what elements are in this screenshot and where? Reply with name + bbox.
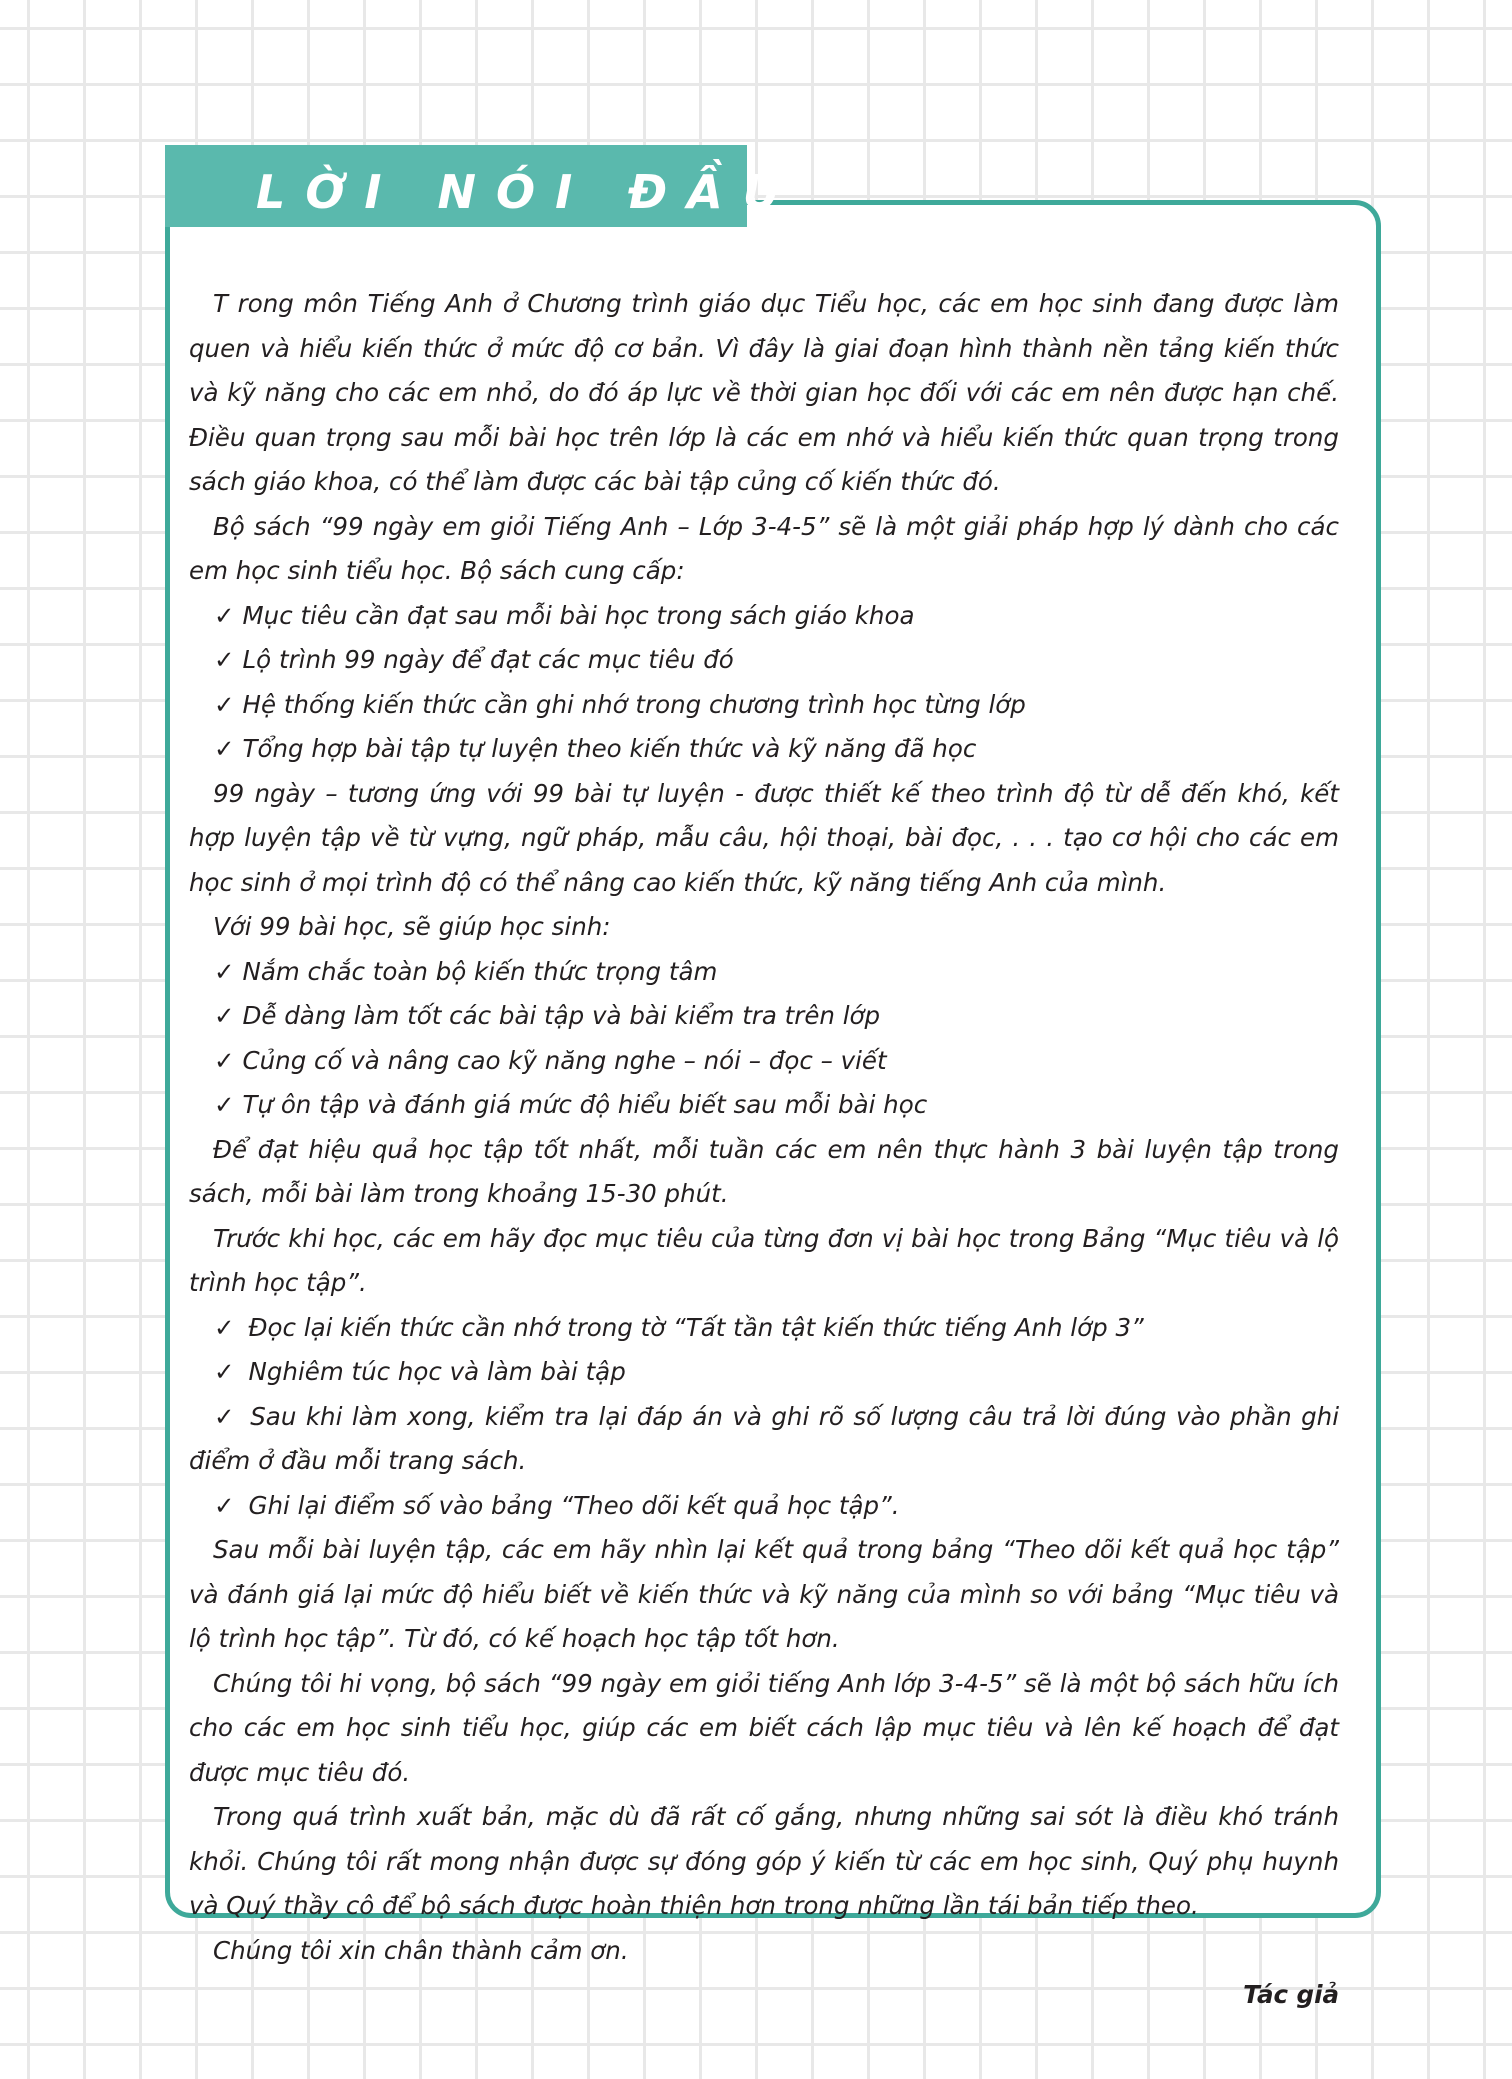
paragraph: Chúng tôi xin chân thành cảm ơn.	[213, 1935, 629, 1965]
check-icon: ✓	[214, 1001, 235, 1030]
list-item: ✓ Đọc lại kiến thức cần nhớ trong tờ “Tất tần tật kiến thức tiếng Anh lớp 3”	[214, 1312, 1144, 1342]
list-item: ✓ Ghi lại điểm số vào bảng “Theo dõi kết quả học tập”.	[214, 1490, 900, 1520]
check-icon: ✓	[214, 1401, 237, 1431]
preface-body	[189, 282, 1339, 2018]
check-icon: ✓	[214, 1090, 235, 1119]
list-item: ✓ Tổng hợp bài tập tự luyện theo kiến thức và kỹ năng đã học	[214, 734, 977, 763]
check-icon: ✓	[214, 956, 235, 986]
author-signature: Tác giả	[1243, 1980, 1339, 2009]
check-icon: ✓	[214, 1312, 235, 1342]
paragraph: Trong quá trình xuất bản, mặc dù đã rất cố gắng, nhưng những sai sót là điều khó tránh khỏi. Chúng tôi rất mong nhận được sự đóng góp ý kiến từ các em học sinh, Quý phụ huynh và Quý thầy cô để bộ sách được hoàn thiện hơn trong những lần tái bản tiếp theo.	[189, 1802, 1339, 1920]
check-icon: ✓	[214, 1490, 235, 1520]
list-item: ✓ Tự ôn tập và đánh giá mức độ hiểu biết sau mỗi bài học	[214, 1090, 928, 1119]
paragraph: Để đạt hiệu quả học tập tốt nhất, mỗi tuần các em nên thực hành 3 bài luyện tập trong sách, mỗi bài làm trong khoảng 15-30 phút.	[189, 1134, 1339, 1208]
check-icon: ✓	[214, 645, 235, 674]
paragraph: 99 ngày – tương ứng với 99 bài tự luyện - được thiết kế theo trình độ từ dễ đến khó, kết hợp luyện tập về từ vựng, ngữ pháp, mẫu câu, hội thoại, bài đọc, . . . tạo cơ hội cho các em học sinh ở mọi trình độ có thể nâng cao kiến thức, kỹ năng tiếng Anh của mình.	[189, 778, 1339, 897]
check-icon: ✓	[214, 600, 235, 630]
list-item: ✓ Lộ trình 99 ngày để đạt các mục tiêu đó	[214, 645, 734, 674]
list-item: ✓ Hệ thống kiến thức cần ghi nhớ trong chương trình học từng lớp	[214, 689, 1026, 719]
list-item: ✓ Nắm chắc toàn bộ kiến thức trọng tâm	[214, 956, 718, 986]
paragraph: Trước khi học, các em hãy đọc mục tiêu của từng đơn vị bài học trong Bảng “Mục tiêu và lộ trình học tập”.	[189, 1223, 1339, 1297]
list-item: ✓ Nghiêm túc học và làm bài tập	[214, 1357, 626, 1386]
page-title: LỜI NÓI ĐẦU	[256, 165, 801, 219]
check-icon: ✓	[214, 689, 235, 719]
paragraph: Với 99 bài học, sẽ giúp học sinh:	[213, 912, 611, 941]
check-icon: ✓	[214, 734, 235, 763]
list-item: ✓ Mục tiêu cần đạt sau mỗi bài học trong sách giáo khoa	[214, 600, 915, 630]
paragraph: Chúng tôi hi vọng, bộ sách “99 ngày em giỏi tiếng Anh lớp 3-4-5” sẽ là một bộ sách hữu ích cho các em học sinh tiểu học, giúp các em biết cách lập mục tiêu và lên kế hoạch để đạt được mục tiêu đó.	[189, 1668, 1339, 1787]
paragraph: T rong môn Tiếng Anh ở Chương trình giáo dục Tiểu học, các em học sinh đang được làm quen và hiểu kiến thức ở mức độ cơ bản. Vì đây là giai đoạn hình thành nền tảng kiến thức và kỹ năng cho các em nhỏ, do đó áp lực về thời gian học đối với các em nên được hạn chế. Điều quan trọng sau mỗi bài học trên lớp là các em nhớ và hiểu kiến thức quan trọng trong sách giáo khoa, có thể làm được các bài tập củng cố kiến thức đó.	[189, 289, 1339, 496]
check-icon: ✓	[214, 1357, 235, 1386]
list-item: ✓ Củng cố và nâng cao kỹ năng nghe – nói – đọc – viết	[214, 1045, 887, 1075]
paragraph: Bộ sách “99 ngày em giỏi Tiếng Anh – Lớp 3-4-5” sẽ là một giải pháp hợp lý dành cho các em học sinh tiểu học. Bộ sách cung cấp:	[189, 511, 1339, 585]
paragraph: Sau mỗi bài luyện tập, các em hãy nhìn lại kết quả trong bảng “Theo dõi kết quả học tập” và đánh giá lại mức độ hiểu biết về kiến thức và kỹ năng của mình so với bảng “Mục tiêu và lộ trình học tập”. Từ đó, có kế hoạch học tập tốt hơn.	[189, 1535, 1339, 1653]
list-item: ✓ Dễ dàng làm tốt các bài tập và bài kiểm tra trên lớp	[214, 1001, 881, 1030]
check-icon: ✓	[214, 1045, 235, 1075]
list-item: ✓ Sau khi làm xong, kiểm tra lại đáp án và ghi rõ số lượng câu trả lời đúng vào phần ghi điểm ở đầu mỗi trang sách.	[189, 1401, 1340, 1475]
